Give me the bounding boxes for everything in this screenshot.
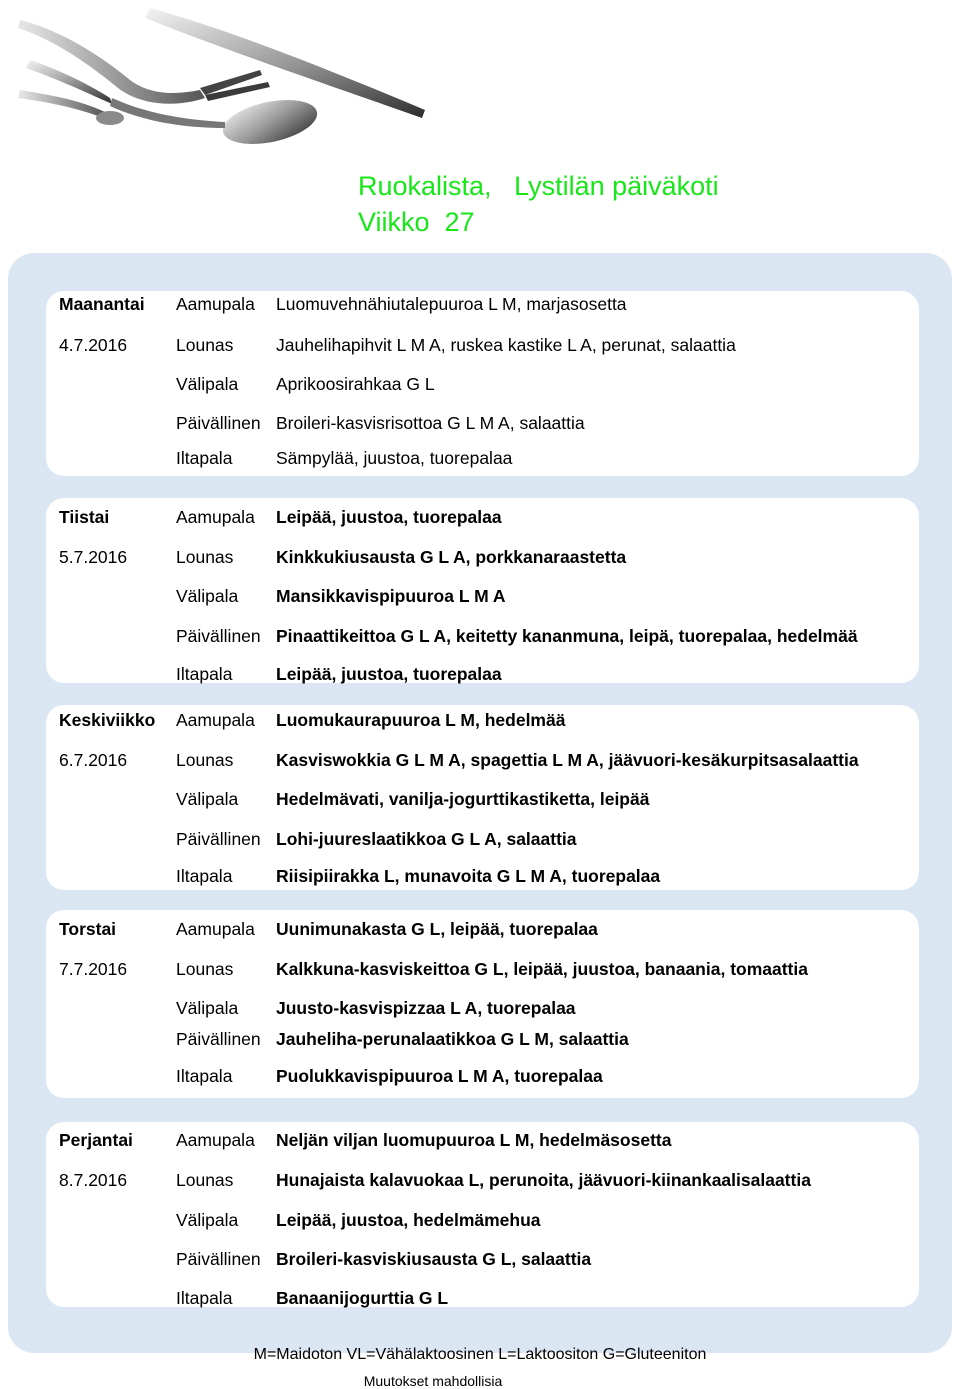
meal-row [46, 826, 919, 852]
day-card-keskiviikko [46, 705, 919, 890]
meal-food: Lohi-juureslaatikkoa G L A, salaattia [276, 829, 577, 849]
meal-row [46, 956, 919, 982]
day-name: Perjantai [59, 1130, 133, 1150]
meal-food: Puolukkavispipuuroa L M A, tuorepalaa [276, 1066, 603, 1086]
meal-food: Jauheliha-perunalaatikkoa G L M, salaattia [276, 1029, 629, 1049]
title-line-2: Viikko 27 [358, 207, 475, 237]
meal-label: Lounas [176, 750, 234, 770]
cutlery-image [0, 0, 430, 150]
day-card-torstai [46, 910, 919, 1098]
meal-row [46, 504, 919, 530]
meal-food: Aprikoosirahkaa G L [276, 374, 435, 394]
meal-food: Luomuvehnähiutalepuuroa L M, marjasosetta [276, 294, 627, 314]
meal-food: Mansikkavispipuuroa L M A [276, 586, 506, 606]
day-name: Keskiviikko [59, 710, 156, 730]
meal-food: Kasviswokkia G L M A, spagettia L M A, jäävuori-kesäkurpitsasalaattia [276, 750, 859, 770]
meal-food: Broileri-kasvisrisottoa G L M A, salaattia [276, 413, 585, 433]
meal-label: Päivällinen [176, 413, 261, 433]
meal-label: Iltapala [176, 1066, 233, 1086]
day-date: 7.7.2016 [59, 959, 128, 979]
meal-row [46, 1127, 919, 1153]
meal-row [46, 707, 919, 733]
meal-label: Lounas [176, 959, 234, 979]
meal-row [46, 1285, 919, 1311]
meal-row [46, 786, 919, 812]
meal-food: Luomukaurapuuroa L M, hedelmää [276, 710, 566, 730]
meal-food: Kalkkuna-kasviskeittoa G L, leipää, juustoa, banaania, tomaattia [276, 959, 808, 979]
meal-food: Leipää, juustoa, tuorepalaa [276, 664, 502, 684]
meal-label: Iltapala [176, 664, 233, 684]
meal-food: Uunimunakasta G L, leipää, tuorepalaa [276, 919, 598, 939]
meal-row [46, 410, 919, 436]
meal-food: Juusto-kasvispizzaa L A, tuorepalaa [276, 998, 576, 1018]
day-card-tiistai [46, 498, 919, 683]
meal-label: Välipala [176, 374, 239, 394]
meal-row [46, 291, 919, 317]
meal-row [46, 995, 919, 1021]
meal-food: Kinkkukiusausta G L A, porkkanaraastetta [276, 547, 627, 567]
changes-note: Muutokset mahdollisia [363, 1373, 503, 1389]
meal-row [46, 1246, 919, 1272]
meal-row [46, 747, 919, 773]
meal-label: Aamupala [176, 1130, 255, 1150]
meal-food: Pinaattikeittoa G L A, keitetty kananmuna, leipä, tuorepalaa, hedelmää [276, 626, 858, 646]
meal-food: Broileri-kasviskiusausta G L, salaattia [276, 1249, 592, 1269]
meal-food: Hedelmävati, vanilja-jogurttikastiketta, leipää [276, 789, 650, 809]
meal-label: Iltapala [176, 448, 233, 468]
meal-row [46, 1167, 919, 1193]
meal-label: Aamupala [176, 919, 255, 939]
meal-label: Välipala [176, 1210, 239, 1230]
day-name: Torstai [59, 919, 117, 939]
meal-row [46, 661, 919, 687]
day-card-perjantai [46, 1122, 919, 1307]
meal-food: Leipää, juustoa, hedelmämehua [276, 1210, 541, 1230]
day-date: 6.7.2016 [59, 750, 128, 770]
meal-food: Banaanijogurttia G L [276, 1288, 449, 1308]
day-name: Tiistai [59, 507, 110, 527]
meal-row [46, 544, 919, 570]
meal-row [46, 916, 919, 942]
meal-label: Aamupala [176, 710, 255, 730]
meal-label: Päivällinen [176, 1249, 261, 1269]
meal-label: Iltapala [176, 1288, 233, 1308]
meal-row [46, 623, 919, 649]
meal-label: Lounas [176, 547, 234, 567]
meal-label: Aamupala [176, 294, 255, 314]
meal-food: Jauhelihapihvit L M A, ruskea kastike L A, perunat, salaattia [276, 335, 736, 355]
meal-row [46, 445, 919, 471]
meal-label: Päivällinen [176, 626, 261, 646]
meal-row [46, 1026, 919, 1052]
meal-row [46, 863, 919, 889]
meal-label: Välipala [176, 789, 239, 809]
meal-food: Hunajaista kalavuokaa L, perunoita, jäävuori-kiinankaalisalaattia [276, 1170, 811, 1190]
legend-text: M=Maidoton VL=Vähälaktoosinen L=Laktoositon G=Gluteeniton [253, 1346, 707, 1363]
meal-label: Iltapala [176, 866, 233, 886]
meal-label: Välipala [176, 586, 239, 606]
day-name: Maanantai [59, 294, 145, 314]
title-line-1: Ruokalista, Lystilän päiväkoti [358, 171, 719, 201]
meal-food: Riisipiirakka L, munavoita G L M A, tuorepalaa [276, 866, 661, 886]
meal-label: Välipala [176, 998, 239, 1018]
day-date: 4.7.2016 [59, 335, 128, 355]
meal-food: Leipää, juustoa, tuorepalaa [276, 507, 502, 527]
day-date: 8.7.2016 [59, 1170, 128, 1190]
day-date: 5.7.2016 [59, 547, 128, 567]
meal-label: Lounas [176, 335, 234, 355]
meal-label: Päivällinen [176, 1029, 261, 1049]
meal-row [46, 1207, 919, 1233]
day-card-maanantai [46, 291, 919, 476]
meal-row [46, 583, 919, 609]
meal-label: Lounas [176, 1170, 234, 1190]
meal-row [46, 1063, 919, 1089]
meal-food: Sämpylää, juustoa, tuorepalaa [276, 448, 513, 468]
meal-row [46, 332, 919, 358]
meal-label: Aamupala [176, 507, 255, 527]
meal-food: Neljän viljan luomupuuroa L M, hedelmäsosetta [276, 1130, 672, 1150]
page-title [358, 168, 719, 240]
meal-row [46, 371, 919, 397]
meal-label: Päivällinen [176, 829, 261, 849]
